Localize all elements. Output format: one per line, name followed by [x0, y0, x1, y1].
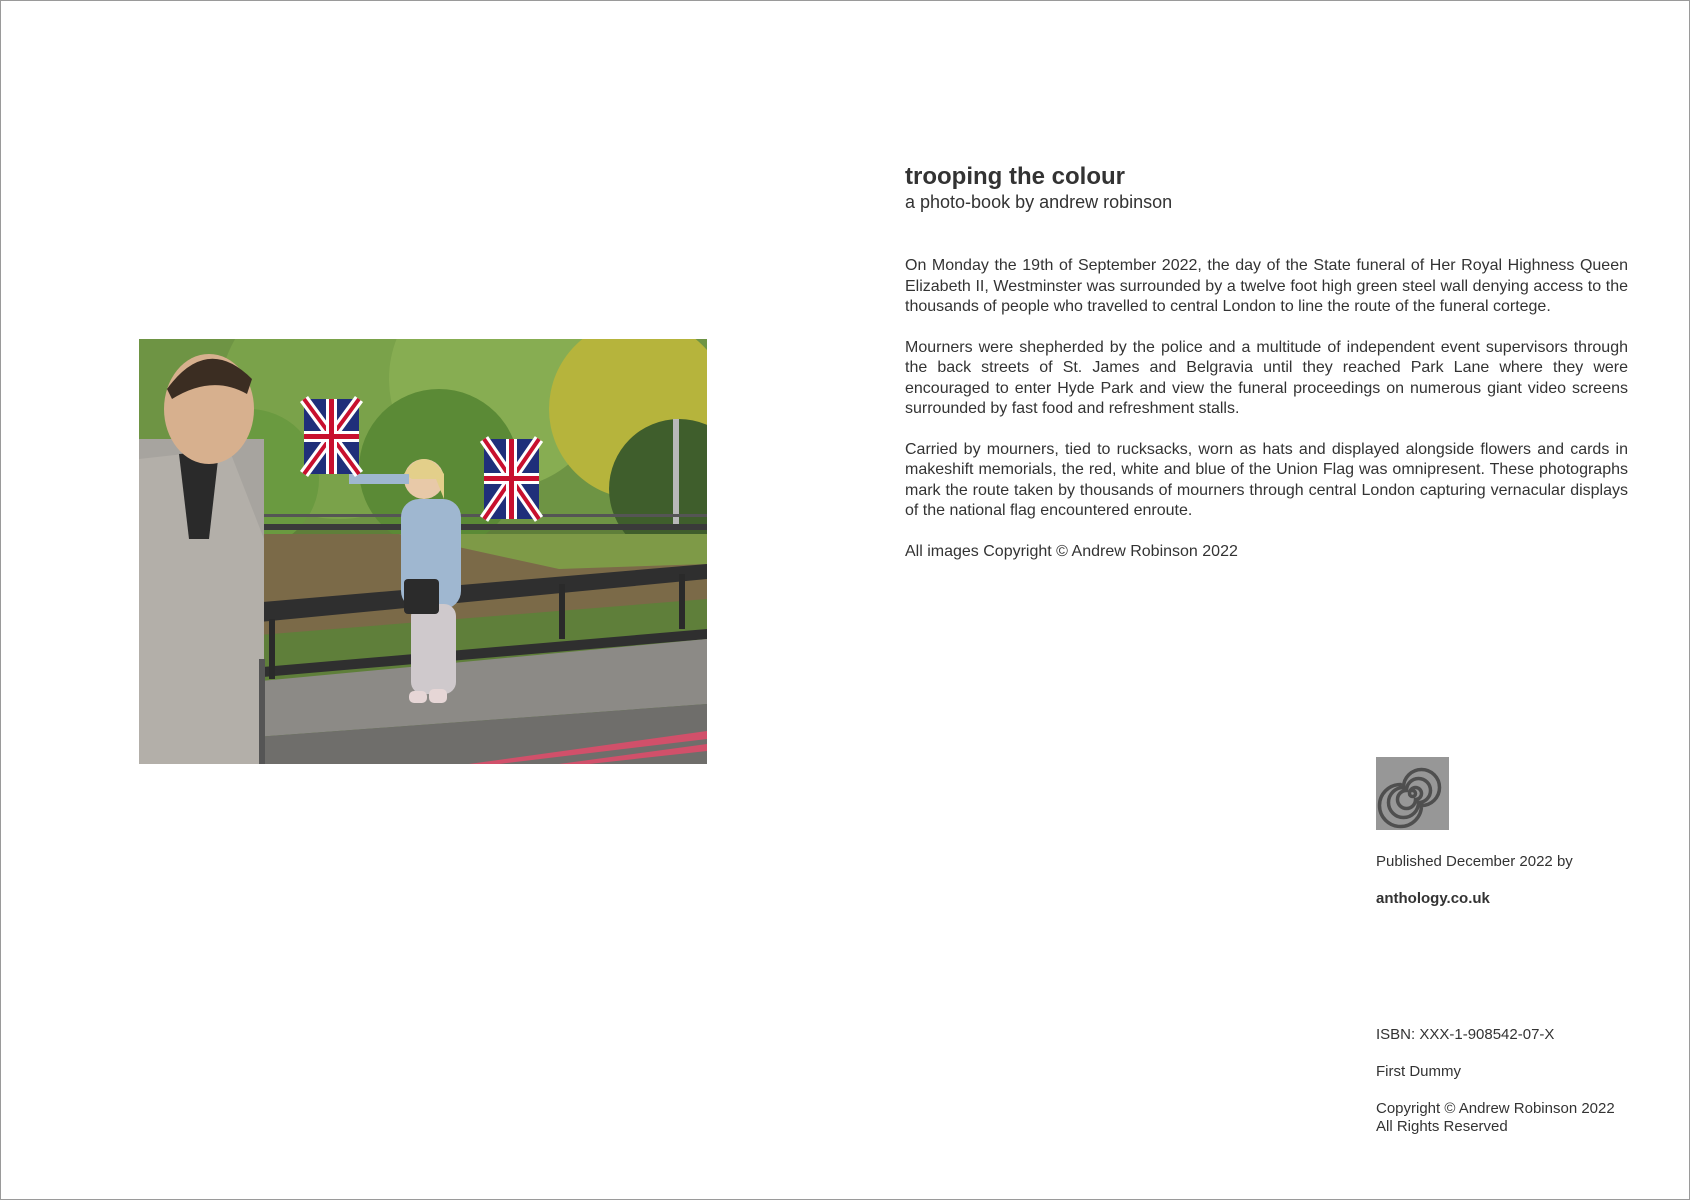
edition-line: First Dummy [1376, 1063, 1461, 1080]
intro-paragraph-3: Carried by mourners, tied to rucksacks, worn as hats and displayed alongside flowers and cards in makeshift memorials, the red, white and blue of the Union Flag was omnipresent. These photographs mark the route taken by thousands of mourners through central London capturing vernacular displays of the national flag encountered enroute. [905, 440, 1628, 519]
isbn-line: ISBN: XXX-1-908542-07-X [1376, 1026, 1555, 1043]
intro-text-block [905, 163, 1628, 562]
street-photo-flags-image [139, 339, 707, 764]
publisher-block [1376, 757, 1656, 908]
intro-paragraph-1: On Monday the 19th of September 2022, the day of the State funeral of Her Royal Highness Queen Elizabeth II, Westminster was surrounded by a twelve foot high green steel wall denying access to the thousands of people who travelled to central London to line the route of the funeral cortege. [905, 257, 1628, 315]
colophon [1376, 1026, 1666, 1136]
book-subtitle: a photo-book by andrew robinson [905, 192, 1173, 212]
book-title: trooping the colour [905, 163, 1125, 190]
intro-paragraph-2: Mourners were shepherded by the police and a multitude of independent event supervisors through the back streets of St. James and Belgravia until they reached Park Lane where they were encouraged to enter Hyde Park and view the funeral proceedings on numerous giant video screens surrounded by fast food and refreshment stalls. [905, 338, 1628, 417]
published-line: Published December 2022 by [1376, 853, 1573, 870]
publisher-website: anthology.co.uk [1376, 890, 1490, 907]
rights-line: All Rights Reserved [1376, 1118, 1508, 1135]
copyright-line: Copyright © Andrew Robinson 2022 [1376, 1100, 1615, 1117]
image-copyright-line: All images Copyright © Andrew Robinson 2022 [905, 542, 1238, 560]
spiral-stone-logo-icon [1376, 757, 1449, 830]
